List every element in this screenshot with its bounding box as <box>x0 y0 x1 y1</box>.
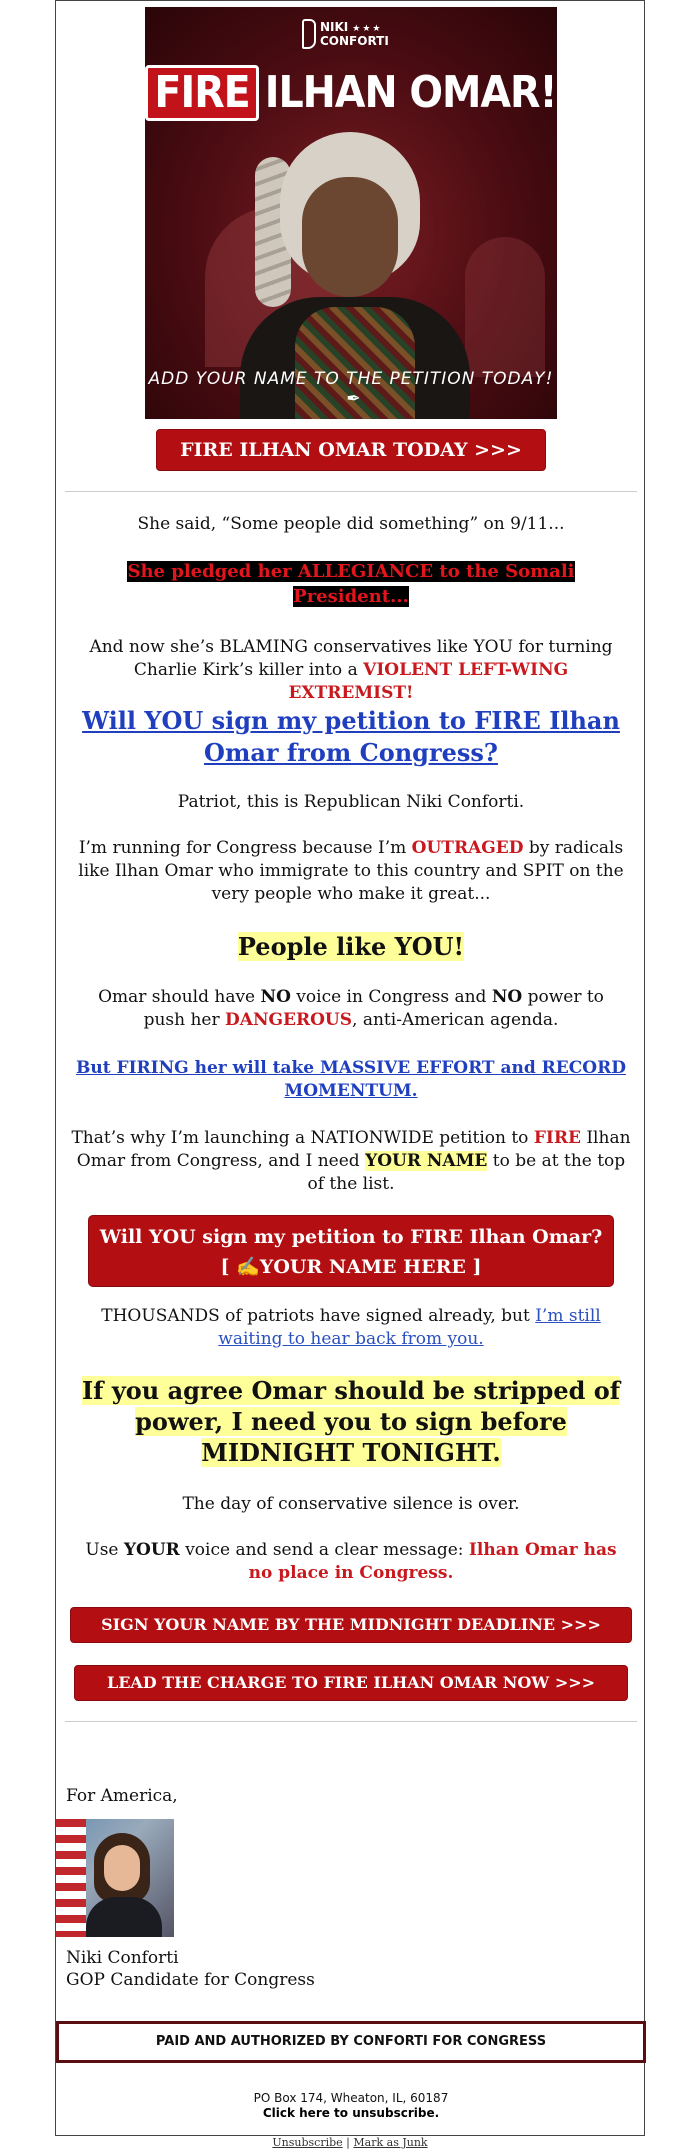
blaming-text: And now she’s BLAMING conservatives like YOU for turning Charlie Kirk’s killer into a <box>89 637 613 680</box>
hero-headline-rest: ILHAN OMAR! <box>264 67 557 118</box>
sign-petition-button[interactable] <box>88 1215 614 1287</box>
massive-effort-link[interactable]: But FIRING her will take MASSIVE EFFORT and RECORD MOMENTUM. <box>76 1058 626 1101</box>
outraged-lead: I’m running for Congress because I’m <box>78 838 412 858</box>
client-unsubscribe-link[interactable]: Unsubscribe <box>272 2136 343 2149</box>
footer-unsubscribe <box>56 2106 646 2120</box>
mark-as-junk-link[interactable]: Mark as Junk <box>353 2136 428 2149</box>
your-voice-a: Use <box>85 1540 124 1560</box>
photo-suit <box>86 1897 162 1937</box>
client-actions <box>0 2136 700 2149</box>
paragraph-blaming <box>70 636 632 705</box>
your-name-highlight: YOUR NAME <box>365 1151 488 1171</box>
logo-line2: CONFORTI <box>320 34 389 48</box>
candidate-photo <box>56 1819 174 1937</box>
people-like-you <box>66 931 636 963</box>
lead-charge-button[interactable]: LEAD THE CHARGE TO FIRE ILHAN OMAR NOW >>> <box>74 1665 628 1701</box>
signature-block <box>66 1947 315 1991</box>
paragraph-nationwide <box>68 1127 634 1196</box>
pen-icon: ✒ <box>346 389 362 409</box>
paid-for-box: PAID AND AUTHORIZED BY CONFORTI FOR CONGRESS <box>56 2021 646 2063</box>
petition-headline-link[interactable]: Will YOU sign my petition to FIRE Ilhan Omar from Congress? <box>82 706 620 767</box>
nationwide-c: to be at the top of the list. <box>307 1151 626 1194</box>
paragraph-silence: The day of conservative silence is over. <box>182 1494 520 1514</box>
your-voice-b: voice and send a clear message: <box>179 1540 469 1560</box>
midnight-deadline-button[interactable]: SIGN YOUR NAME BY THE MIDNIGHT DEADLINE >>> <box>70 1607 632 1643</box>
outraged-tail: by radicals like Ilhan Omar who immigrate to this country and SPIT on the very people who make it great... <box>78 838 624 904</box>
logo-stars: ★★★ <box>352 24 383 34</box>
signature-title: GOP Candidate for Congress <box>66 1970 315 1990</box>
hero-image[interactable] <box>145 7 557 419</box>
hero-tagline <box>145 369 557 409</box>
paragraph-allegiance <box>116 559 586 609</box>
divider-bottom <box>65 1721 637 1722</box>
midnight-highlight: If you agree Omar should be stripped of power, I need you to sign before MIDNIGHT TONIGHT. <box>81 1376 621 1467</box>
still-waiting-link[interactable]: I’m still waiting to hear back from you. <box>218 1306 601 1349</box>
footer-address: PO Box 174, Wheaton, IL, 60187 <box>253 2091 449 2105</box>
dangerous-word: DANGEROUS <box>225 1010 353 1030</box>
portrait-face <box>302 177 398 297</box>
nationwide-fire: FIRE <box>533 1128 581 1148</box>
hero-tagline-text: ADD YOUR NAME TO THE PETITION TODAY! <box>148 369 554 389</box>
outraged-word: OUTRAGED <box>411 838 524 858</box>
campaign-logo <box>320 21 389 47</box>
logo-line1: NIKI <box>320 20 349 34</box>
divider-top <box>65 491 637 492</box>
no-voice-no2: NO <box>491 987 523 1007</box>
fire-omar-today-button[interactable]: FIRE ILHAN OMAR TODAY >>> <box>156 429 546 471</box>
closing-text: For America, <box>66 1786 178 1806</box>
illinois-shape-icon <box>302 19 316 49</box>
your-voice-your: YOUR <box>123 1540 180 1560</box>
violent-extremist-text: VIOLENT LEFT-WING EXTREMIST! <box>288 660 569 703</box>
effort-link-block <box>70 1057 632 1103</box>
thousands-text: THOUSANDS of patriots have signed already, but <box>101 1306 536 1326</box>
no-voice-a: Omar should have <box>98 987 261 1007</box>
no-voice-c: power to push her <box>143 987 604 1030</box>
no-voice-d: , anti-American agenda. <box>352 1010 559 1030</box>
people-like-you-highlight: People like YOU! <box>237 932 465 961</box>
petition-link-block <box>76 705 626 769</box>
no-voice-no1: NO <box>260 987 291 1007</box>
no-voice-b: voice in Congress and <box>290 987 492 1007</box>
unsubscribe-link[interactable]: Click here to unsubscribe. <box>262 2106 440 2120</box>
paragraph-no-voice <box>76 986 626 1032</box>
client-separator: | <box>346 2136 350 2149</box>
allegiance-highlight: She pledged her ALLEGIANCE to the Somali President... <box>127 561 575 607</box>
hero-headline <box>145 65 557 121</box>
paragraph-your-voice <box>76 1539 626 1585</box>
nationwide-b: Ilhan Omar from Congress, and I need <box>76 1128 631 1171</box>
capitol-wing <box>465 237 545 377</box>
hero-fire-word: FIRE <box>145 65 258 121</box>
paragraph-911: She said, “Some people did something” on 9/11... <box>137 514 565 534</box>
signature-name: Niki Conforti <box>66 1948 179 1968</box>
paragraph-intro: Patriot, this is Republican Niki Conforti. <box>177 792 525 812</box>
email-container <box>55 0 645 2136</box>
paragraph-thousands <box>76 1305 626 1351</box>
sign-petition-line1: Will YOU sign my petition to FIRE Ilhan Omar? <box>99 1226 603 1248</box>
photo-face <box>104 1845 140 1891</box>
nationwide-a: That’s why I’m launching a NATIONWIDE petition to <box>71 1128 534 1148</box>
sign-petition-line2: [ ✍YOUR NAME HERE ] <box>220 1256 482 1278</box>
paragraph-outraged <box>68 837 634 906</box>
midnight-block <box>70 1375 632 1468</box>
flag-graphic <box>56 1819 86 1937</box>
no-place-text: Ilhan Omar has no place in Congress. <box>248 1540 617 1583</box>
